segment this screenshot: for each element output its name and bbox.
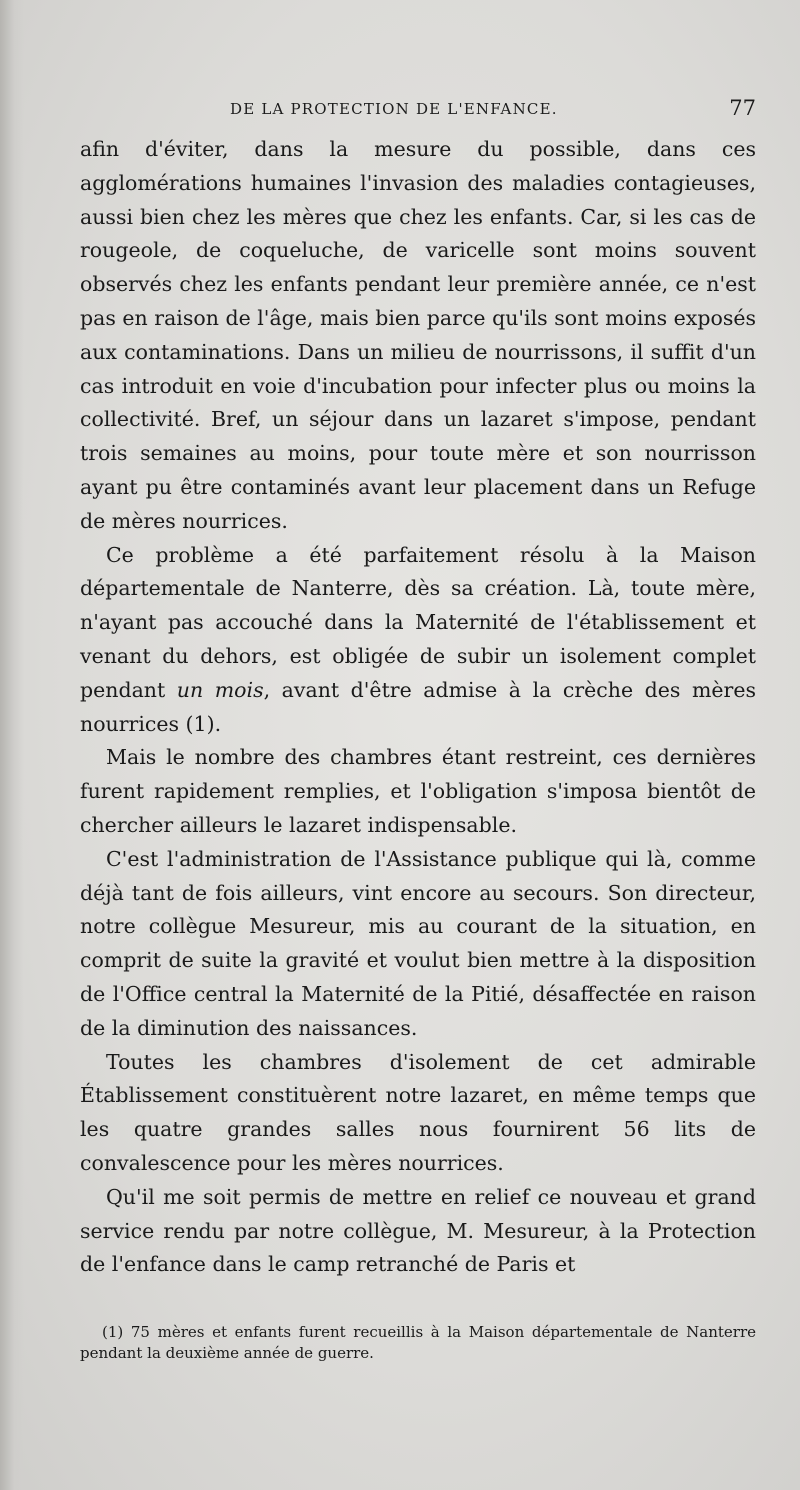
paragraph-2-text-start: Ce problème a été parfaitement résolu à la Maison départementale de Nanterre, dès sa création. Là, toute mère, n'ayant pas accouché dans la Maternité de l'établissement et venant du dehors, est obligée de subir un isolement complet pendant: [80, 542, 756, 702]
paragraph-5: Toutes les chambres d'isolement de cet admirable Établissement constituèrent notre lazaret, en même temps que les quatre grandes salles nous fournirent 56 lits de convalescence pour les mères nourrices.: [80, 1049, 756, 1175]
body-text: [80, 133, 756, 1282]
paragraph-2: [80, 539, 756, 742]
paragraph-2-italic: un mois: [176, 677, 264, 702]
binding-shadow: [0, 0, 24, 1490]
paragraph-6: Qu'il me soit permis de mettre en relief ce nouveau et grand service rendu par notre collègue, M. Mesureur, à la Protection de l'enfance dans le camp retranché de Paris et: [80, 1184, 756, 1277]
footnote: [80, 1322, 756, 1364]
paragraph-2-text-end: , avant d'être admise à la crèche des mères nourrices (1).: [80, 677, 757, 736]
paragraph-1: afin d'éviter, dans la mesure du possible, dans ces agglomérations humaines l'invasion des maladies contagieuses, aussi bien chez les mères que chez les enfants. Car, si les cas de rougeole, de coqueluche, de varicelle sont moins souvent observés chez les enfants pendant leur première année, ce n'est pas en raison de l'âge, mais bien parce qu'ils sont moins exposés aux contaminations. Dans un milieu de nourrissons, il suffit d'un cas introduit en voie d'incubation pour infecter plus ou moins la collectivité. Bref, un séjour dans un lazaret s'impose, pendant trois semaines au moins, pour toute mère et son nourrisson ayant pu être contaminés avant leur placement dans un Refuge de mères nourrices.: [80, 137, 756, 533]
paragraph-3: Mais le nombre des chambres étant restreint, ces dernières furent rapidement remplies, et l'obligation s'imposa bientôt de chercher ailleurs le lazaret indispensable.: [80, 745, 756, 837]
page-number: 77: [729, 96, 756, 120]
paragraph-4: C'est l'administration de l'Assistance publique qui là, comme déjà tant de fois ailleurs, vint encore au secours. Son directeur, notre collègue Mesureur, mis au courant de la situation, en comprit de suite la gravité et voulut bien mettre à la disposition de l'Office central la Maternité de la Pitié, désaffectée en raison de la diminution des naissances.: [80, 846, 756, 1040]
footnote-text: (1) 75 mères et enfants furent recueillis à la Maison départementale de Nanterre pendant la deuxième année de guerre.: [80, 1323, 756, 1362]
running-head: DE LA PROTECTION DE L'ENFANCE.: [230, 100, 558, 118]
page-header: [80, 96, 756, 128]
